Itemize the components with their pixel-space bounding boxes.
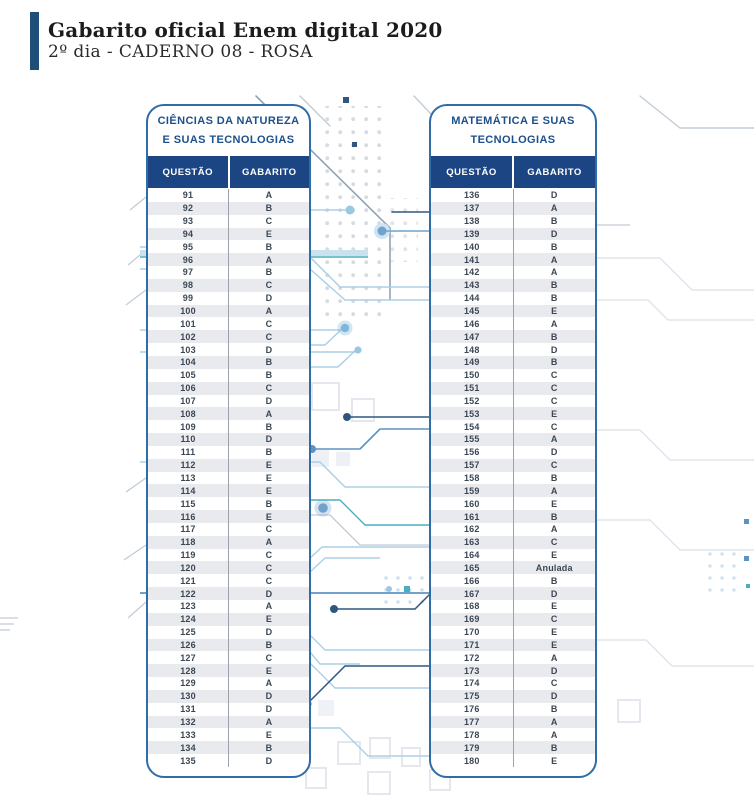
question-column-header: QUESTÃO xyxy=(431,156,512,188)
question-number: 107 xyxy=(148,395,229,408)
table-row xyxy=(148,305,309,318)
question-number: 160 xyxy=(431,497,514,510)
table-row xyxy=(148,741,309,754)
question-number: 172 xyxy=(431,651,514,664)
question-number: 94 xyxy=(148,228,229,241)
question-number: 174 xyxy=(431,677,514,690)
answer-letter: A xyxy=(550,717,558,728)
answer-letter: C xyxy=(550,460,558,471)
answer-letter: C xyxy=(550,614,558,625)
answer-letter: B xyxy=(550,216,558,227)
answer-letter: C xyxy=(265,652,273,663)
question-number: 115 xyxy=(148,497,229,510)
question-number: 109 xyxy=(148,420,229,433)
question-number: 140 xyxy=(431,240,514,253)
answer-letter: B xyxy=(265,447,273,458)
table-title-line1: MATEMÁTICA E SUAS xyxy=(451,115,575,128)
question-number: 93 xyxy=(148,215,229,228)
table-row xyxy=(148,433,309,446)
answer-letter: C xyxy=(550,370,558,381)
table-row xyxy=(431,497,595,510)
question-number: 138 xyxy=(431,215,514,228)
answer-letter: B xyxy=(265,241,273,252)
table-row xyxy=(148,549,309,562)
answer-letter: A xyxy=(550,318,558,329)
answer-letter: C xyxy=(265,216,273,227)
table-title-line2: E SUAS TECNOLOGIAS xyxy=(162,134,295,146)
table-row xyxy=(148,587,309,600)
question-number: 180 xyxy=(431,754,514,767)
answer-letter: C xyxy=(265,562,273,573)
table-row xyxy=(148,382,309,395)
question-number: 129 xyxy=(148,677,229,690)
answer-letter: A xyxy=(265,306,273,317)
question-number: 159 xyxy=(431,484,514,497)
table-row xyxy=(148,407,309,420)
answer-letter: C xyxy=(550,421,558,432)
table-row xyxy=(148,561,309,574)
question-number: 92 xyxy=(148,202,229,215)
table-row xyxy=(431,356,595,369)
question-number: 146 xyxy=(431,317,514,330)
answer-letter: B xyxy=(265,421,273,432)
question-number: 119 xyxy=(148,549,229,562)
table-row xyxy=(148,369,309,382)
question-number: 158 xyxy=(431,472,514,485)
question-number: 150 xyxy=(431,369,514,382)
answer-letter: A xyxy=(265,717,273,728)
table-header-row xyxy=(148,156,309,188)
answer-letter: B xyxy=(550,280,558,291)
table-row xyxy=(148,677,309,690)
table-row xyxy=(431,266,595,279)
table-row xyxy=(148,626,309,639)
answer-column-header: GABARITO xyxy=(230,156,310,188)
table-row xyxy=(148,690,309,703)
question-number: 137 xyxy=(431,202,514,215)
table-title-line1: CIÊNCIAS DA NATUREZA xyxy=(157,115,300,128)
answer-letter: C xyxy=(550,537,558,548)
page-header xyxy=(30,12,443,70)
table-row xyxy=(148,703,309,716)
answer-letter: D xyxy=(550,691,558,702)
answer-letter: B xyxy=(550,241,558,252)
table-row xyxy=(431,728,595,741)
question-number: 170 xyxy=(431,626,514,639)
table-row xyxy=(148,536,309,549)
answer-letter: B xyxy=(550,575,558,586)
table-title-line2: TECNOLOGIAS xyxy=(470,134,556,146)
question-number: 171 xyxy=(431,639,514,652)
table-row xyxy=(148,292,309,305)
answer-letter: D xyxy=(265,691,273,702)
table-row xyxy=(431,395,595,408)
table-row xyxy=(431,587,595,600)
table-row xyxy=(431,202,595,215)
answer-letter: A xyxy=(265,254,273,265)
table-row xyxy=(148,228,309,241)
table-row xyxy=(431,523,595,536)
question-number: 157 xyxy=(431,459,514,472)
question-number: 148 xyxy=(431,343,514,356)
answer-letter: A xyxy=(550,254,558,265)
table-row xyxy=(148,664,309,677)
table-row xyxy=(431,279,595,292)
answer-letter: D xyxy=(265,627,273,638)
question-number: 173 xyxy=(431,664,514,677)
answer-letter: C xyxy=(550,395,558,406)
question-number: 122 xyxy=(148,587,229,600)
answer-letter: C xyxy=(265,575,273,586)
table-rows xyxy=(431,189,595,767)
question-number: 154 xyxy=(431,420,514,433)
question-number: 99 xyxy=(148,292,229,305)
answer-letter: E xyxy=(551,639,558,650)
question-number: 131 xyxy=(148,703,229,716)
table-row xyxy=(431,446,595,459)
question-number: 96 xyxy=(148,253,229,266)
question-number: 105 xyxy=(148,369,229,382)
question-number: 121 xyxy=(148,574,229,587)
question-number: 161 xyxy=(431,510,514,523)
answer-letter: E xyxy=(551,755,558,766)
answer-letter: E xyxy=(265,460,273,471)
answer-letter: E xyxy=(265,472,273,483)
answer-letter: E xyxy=(551,627,558,638)
table-header-row xyxy=(431,156,595,188)
question-number: 132 xyxy=(148,716,229,729)
question-number: 164 xyxy=(431,549,514,562)
table-row xyxy=(431,305,595,318)
table-row xyxy=(431,317,595,330)
answer-letter: D xyxy=(265,704,273,715)
answer-letter: B xyxy=(550,472,558,483)
question-number: 106 xyxy=(148,382,229,395)
table-row xyxy=(148,446,309,459)
table-row xyxy=(148,600,309,613)
question-number: 101 xyxy=(148,317,229,330)
table-row xyxy=(431,690,595,703)
question-column-header: QUESTÃO xyxy=(148,156,228,188)
question-number: 147 xyxy=(431,330,514,343)
table-row xyxy=(431,240,595,253)
question-number: 177 xyxy=(431,716,514,729)
question-number: 103 xyxy=(148,343,229,356)
table-row xyxy=(148,523,309,536)
table-row xyxy=(148,459,309,472)
question-number: 118 xyxy=(148,536,229,549)
table-title xyxy=(148,106,309,156)
table-row xyxy=(431,716,595,729)
table-row xyxy=(148,240,309,253)
table-title xyxy=(431,106,595,156)
table-row xyxy=(431,536,595,549)
answer-letter: D xyxy=(265,755,273,766)
question-number: 113 xyxy=(148,472,229,485)
question-number: 126 xyxy=(148,639,229,652)
table-footer-space xyxy=(431,767,595,774)
question-number: 142 xyxy=(431,266,514,279)
table-row xyxy=(431,600,595,613)
question-number: 156 xyxy=(431,446,514,459)
accent-bar xyxy=(30,12,39,70)
table-row xyxy=(148,472,309,485)
question-number: 120 xyxy=(148,561,229,574)
answer-letter: B xyxy=(550,357,558,368)
question-number: 117 xyxy=(148,523,229,536)
answer-letter: A xyxy=(550,652,558,663)
answer-letter: D xyxy=(550,447,558,458)
answer-letter: A xyxy=(550,485,558,496)
page-title: Gabarito oficial Enem digital 2020 xyxy=(48,18,443,43)
answer-letter: E xyxy=(551,550,558,561)
table-row xyxy=(431,189,595,202)
table-row xyxy=(148,484,309,497)
question-number: 108 xyxy=(148,407,229,420)
answer-letter: D xyxy=(265,434,273,445)
table-row xyxy=(148,279,309,292)
answer-letter: C xyxy=(265,550,273,561)
table-row xyxy=(148,716,309,729)
answer-letter: D xyxy=(550,588,558,599)
answer-letter: D xyxy=(550,665,558,676)
question-number: 97 xyxy=(148,266,229,279)
table-row xyxy=(431,369,595,382)
question-number: 167 xyxy=(431,587,514,600)
answer-letter: D xyxy=(265,293,273,304)
answer-letter: B xyxy=(550,331,558,342)
table-footer-space xyxy=(148,767,309,774)
answer-letter: E xyxy=(551,408,558,419)
answer-table-ciencias-natureza xyxy=(146,104,311,778)
answer-letter: E xyxy=(265,614,273,625)
answer-letter: B xyxy=(550,293,558,304)
answer-letter: B xyxy=(265,203,273,214)
question-number: 178 xyxy=(431,728,514,741)
answer-letter: C xyxy=(265,318,273,329)
answer-letter: A xyxy=(550,203,558,214)
answer-letter: D xyxy=(265,588,273,599)
table-row xyxy=(148,510,309,523)
table-rows xyxy=(148,189,309,767)
table-row xyxy=(431,651,595,664)
page-subtitle: 2º dia - CADERNO 08 - ROSA xyxy=(48,42,313,63)
table-row xyxy=(431,433,595,446)
table-row xyxy=(431,459,595,472)
answer-letter: B xyxy=(265,267,273,278)
question-number: 123 xyxy=(148,600,229,613)
question-number: 166 xyxy=(431,574,514,587)
question-number: 98 xyxy=(148,279,229,292)
table-row xyxy=(148,202,309,215)
table-row xyxy=(148,215,309,228)
question-number: 153 xyxy=(431,407,514,420)
table-row xyxy=(431,626,595,639)
table-row xyxy=(431,420,595,433)
question-number: 100 xyxy=(148,305,229,318)
question-number: 169 xyxy=(431,613,514,626)
answer-letter: A xyxy=(265,537,273,548)
answer-letter: D xyxy=(265,344,273,355)
table-row xyxy=(148,253,309,266)
answer-letter: E xyxy=(265,729,273,740)
answer-letter: E xyxy=(551,498,558,509)
question-number: 163 xyxy=(431,536,514,549)
table-row xyxy=(431,574,595,587)
question-number: 116 xyxy=(148,510,229,523)
question-number: 139 xyxy=(431,228,514,241)
question-number: 176 xyxy=(431,703,514,716)
table-row xyxy=(431,549,595,562)
question-number: 125 xyxy=(148,626,229,639)
table-row xyxy=(431,677,595,690)
table-row xyxy=(148,497,309,510)
table-row xyxy=(431,484,595,497)
answer-letter: B xyxy=(265,370,273,381)
question-number: 136 xyxy=(431,189,514,202)
table-row xyxy=(431,407,595,420)
answer-letter: E xyxy=(265,511,273,522)
table-row xyxy=(431,228,595,241)
table-row xyxy=(148,395,309,408)
table-row xyxy=(431,510,595,523)
question-number: 168 xyxy=(431,600,514,613)
answer-letter: D xyxy=(265,395,273,406)
table-row xyxy=(431,292,595,305)
table-row xyxy=(431,253,595,266)
answer-letter: B xyxy=(265,498,273,509)
table-row xyxy=(148,266,309,279)
question-number: 104 xyxy=(148,356,229,369)
answer-letter: A xyxy=(265,678,273,689)
question-number: 124 xyxy=(148,613,229,626)
table-row xyxy=(431,561,595,574)
table-row xyxy=(148,330,309,343)
table-row xyxy=(148,613,309,626)
answer-letter: E xyxy=(265,228,273,239)
answer-letter: C xyxy=(265,331,273,342)
table-row xyxy=(431,330,595,343)
table-row xyxy=(148,317,309,330)
answer-letter: A xyxy=(550,267,558,278)
question-number: 155 xyxy=(431,433,514,446)
answer-letter: C xyxy=(265,280,273,291)
question-number: 102 xyxy=(148,330,229,343)
answer-letter: C xyxy=(550,678,558,689)
answer-letter: D xyxy=(550,344,558,355)
answer-letter: B xyxy=(550,511,558,522)
table-row xyxy=(431,215,595,228)
question-number: 141 xyxy=(431,253,514,266)
table-row xyxy=(431,613,595,626)
answer-letter: A xyxy=(265,601,273,612)
answer-letter: C xyxy=(265,524,273,535)
question-number: 135 xyxy=(148,754,229,767)
question-number: 110 xyxy=(148,433,229,446)
answer-letter: D xyxy=(550,190,558,201)
question-number: 145 xyxy=(431,305,514,318)
question-number: 175 xyxy=(431,690,514,703)
answer-letter: C xyxy=(550,383,558,394)
answer-letter: B xyxy=(550,742,558,753)
question-number: 134 xyxy=(148,741,229,754)
question-number: 91 xyxy=(148,189,229,202)
table-row xyxy=(148,356,309,369)
answer-column-header: GABARITO xyxy=(514,156,595,188)
answer-letter: E xyxy=(265,665,273,676)
table-row xyxy=(148,639,309,652)
table-row xyxy=(431,639,595,652)
question-number: 152 xyxy=(431,395,514,408)
answer-letter: E xyxy=(551,306,558,317)
answer-letter: A xyxy=(550,434,558,445)
table-row xyxy=(431,472,595,485)
question-number: 162 xyxy=(431,523,514,536)
question-number: 127 xyxy=(148,651,229,664)
table-row xyxy=(148,651,309,664)
answer-letter: A xyxy=(265,190,273,201)
question-number: 165 xyxy=(431,561,514,574)
answer-table-matematica xyxy=(429,104,597,778)
answer-letter: E xyxy=(265,485,273,496)
answer-letter: B xyxy=(265,357,273,368)
table-row xyxy=(148,343,309,356)
answer-letter: A xyxy=(550,524,558,535)
table-row xyxy=(148,574,309,587)
question-number: 95 xyxy=(148,240,229,253)
table-row xyxy=(148,754,309,767)
table-row xyxy=(431,703,595,716)
answer-letter: D xyxy=(550,228,558,239)
table-row xyxy=(431,343,595,356)
question-number: 149 xyxy=(431,356,514,369)
table-row xyxy=(431,664,595,677)
question-number: 179 xyxy=(431,741,514,754)
question-number: 133 xyxy=(148,728,229,741)
question-number: 144 xyxy=(431,292,514,305)
table-row xyxy=(431,382,595,395)
answer-letter: Anulada xyxy=(535,562,573,573)
question-number: 143 xyxy=(431,279,514,292)
question-number: 151 xyxy=(431,382,514,395)
answer-letter: B xyxy=(265,742,273,753)
table-row xyxy=(148,728,309,741)
answer-letter: C xyxy=(265,383,273,394)
table-row xyxy=(431,741,595,754)
answer-letter: A xyxy=(550,729,558,740)
question-number: 130 xyxy=(148,690,229,703)
question-number: 111 xyxy=(148,446,229,459)
table-row xyxy=(148,420,309,433)
answer-letter: E xyxy=(551,601,558,612)
table-row xyxy=(431,754,595,767)
answer-letter: B xyxy=(550,704,558,715)
answer-letter: B xyxy=(265,639,273,650)
answer-letter: A xyxy=(265,408,273,419)
table-row xyxy=(148,189,309,202)
question-number: 128 xyxy=(148,664,229,677)
question-number: 112 xyxy=(148,459,229,472)
question-number: 114 xyxy=(148,484,229,497)
